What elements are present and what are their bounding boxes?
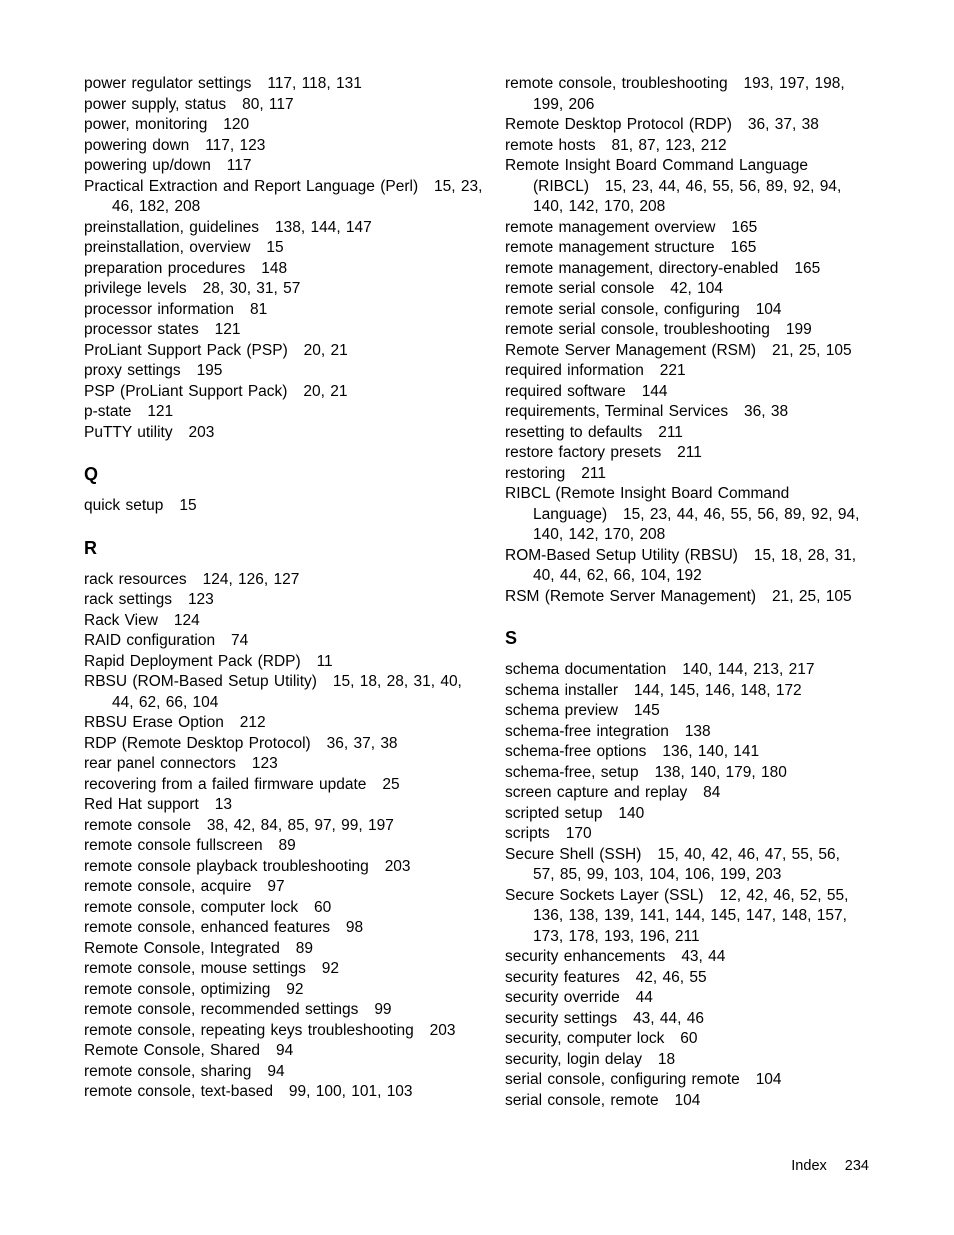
index-term: remote serial console — [505, 280, 655, 297]
section-letter-heading: R — [84, 537, 97, 558]
index-term: powering up/down — [84, 157, 211, 174]
index-term: restoring — [505, 464, 566, 482]
index-entry — [505, 886, 865, 948]
index-entry — [505, 423, 865, 444]
index-page-refs: 104 — [755, 300, 782, 318]
index-page-refs: 92 — [286, 980, 304, 998]
index-page-refs: 211 — [658, 423, 683, 441]
index-term: remote console, enhanced features — [84, 919, 330, 936]
index-term: rack settings — [84, 591, 173, 608]
index-page-refs: 42, 104 — [670, 280, 723, 297]
index-term: Red Hat support — [84, 796, 199, 813]
index-term: remote management structure — [505, 239, 715, 256]
index-entry — [505, 763, 865, 784]
index-entry — [84, 939, 484, 960]
index-page-refs: 15 — [266, 239, 284, 256]
index-entry — [84, 74, 484, 95]
index-page-refs: 136, 140, 141 — [662, 743, 760, 760]
index-entry — [84, 611, 484, 632]
index-entry — [84, 980, 484, 1001]
index-entry — [84, 590, 484, 611]
index-entry — [84, 631, 484, 652]
index-entry — [505, 804, 865, 825]
index-entry — [84, 300, 484, 321]
index-term: RBSU Erase Option — [84, 714, 224, 731]
index-page-refs: 203 — [384, 857, 411, 875]
index-entry — [84, 341, 484, 362]
index-page-refs: 99, 100, 101, 103 — [288, 1083, 413, 1100]
index-entry — [505, 722, 865, 743]
index-page-refs: 123 — [187, 591, 214, 608]
index-entry — [84, 816, 484, 837]
index-page-refs: 13 — [214, 796, 233, 813]
index-term: ProLiant Support Pack (PSP) — [84, 341, 288, 359]
index-term: RSM (Remote Server Management) — [505, 587, 757, 605]
index-entry — [84, 959, 484, 980]
index-page-refs: 211 — [677, 444, 702, 461]
index-entry — [505, 300, 865, 321]
index-page-refs: 42, 46, 55 — [635, 968, 707, 986]
index-page-refs: 15, 23, 44, 46, 55, 56, 89, 92, 94, 140, 142, 170, 208 — [533, 505, 860, 543]
index-term: Secure Sockets Layer (SSL) — [505, 886, 704, 904]
index-entry — [505, 1070, 865, 1091]
index-term: screen capture and replay — [505, 784, 688, 801]
index-page-refs: 193, 197, 198, 199, 206 — [533, 75, 845, 113]
index-page-refs: 121 — [214, 321, 241, 338]
index-term: remote console, recommended settings — [84, 1001, 359, 1018]
index-term: remote console, troubleshooting — [505, 75, 728, 92]
index-term: remote management overview — [505, 218, 716, 236]
index-entry — [84, 279, 484, 300]
index-page-refs: 15, 18, 28, 31, 40, 44, 62, 66, 104 — [112, 673, 462, 711]
index-term: PSP (ProLiant Support Pack) — [84, 382, 288, 400]
index-entry — [505, 660, 865, 681]
index-page-refs: 104 — [755, 1071, 782, 1088]
index-page-refs: 92 — [321, 960, 340, 977]
index-term: remote console, sharing — [84, 1062, 252, 1080]
index-entry — [505, 742, 865, 763]
index-page-refs: 15, 23, 44, 46, 55, 56, 89, 92, 94, 140, 142, 170, 208 — [533, 177, 842, 215]
index-term: preinstallation, overview — [84, 239, 251, 256]
index-entry — [84, 382, 484, 403]
index-term: Rapid Deployment Pack (RDP) — [84, 652, 301, 670]
index-entry — [84, 570, 484, 591]
index-page-refs: 144 — [641, 382, 668, 400]
index-term: resetting to defaults — [505, 423, 643, 441]
index-entry — [505, 783, 865, 804]
index-term: rack resources — [84, 570, 187, 588]
index-entry — [505, 845, 865, 886]
page-number: 234 — [844, 1158, 869, 1174]
index-term: schema-free, setup — [505, 763, 639, 781]
index-entry — [505, 701, 865, 722]
index-term: schema-free options — [505, 743, 647, 760]
index-term: preinstallation, guidelines — [84, 218, 260, 236]
index-entry — [505, 320, 865, 341]
index-page-refs: 124, 126, 127 — [202, 570, 300, 588]
index-entry — [84, 95, 484, 116]
index-entry — [505, 546, 865, 587]
index-term: remote serial console, troubleshooting — [505, 321, 770, 338]
index-entry — [84, 877, 484, 898]
index-page-refs: 140 — [618, 804, 645, 822]
index-term: Practical Extraction and Report Language (Perl) — [84, 177, 419, 195]
index-term: privilege levels — [84, 280, 187, 297]
index-page-refs: 36, 37, 38 — [326, 734, 398, 752]
index-page-refs: 94 — [275, 1042, 294, 1059]
index-page-refs: 81, 87, 123, 212 — [611, 136, 727, 154]
index-term: schema-free integration — [505, 722, 669, 740]
index-page-refs: 97 — [267, 878, 285, 895]
index-page-refs: 18 — [657, 1050, 676, 1068]
index-page-refs: 36, 38 — [744, 403, 789, 420]
index-entry — [84, 898, 484, 919]
index-entry — [505, 361, 865, 382]
index-entry — [84, 402, 484, 423]
index-page-refs: 138, 144, 147 — [274, 218, 372, 236]
index-column-left — [84, 74, 484, 1103]
index-term: serial console, configuring remote — [505, 1071, 740, 1088]
index-entry — [84, 177, 484, 218]
index-entry — [505, 947, 865, 968]
index-term: quick setup — [84, 497, 164, 514]
index-term: processor information — [84, 300, 235, 318]
index-entry — [84, 423, 484, 444]
index-page-refs: 165 — [731, 218, 758, 236]
index-page-refs: 117 — [226, 157, 252, 174]
index-entry — [84, 361, 484, 382]
index-entry — [84, 320, 484, 341]
index-term: scripted setup — [505, 804, 603, 822]
index-page-refs: 144, 145, 146, 148, 172 — [633, 681, 802, 699]
index-entry — [84, 754, 484, 775]
index-entry — [84, 857, 484, 878]
index-page-refs: 117, 118, 131 — [267, 75, 362, 92]
index-page-refs: 28, 30, 31, 57 — [202, 280, 301, 297]
index-entry — [84, 836, 484, 857]
index-term: Remote Insight Board Command Language (RIBCL) — [505, 157, 808, 195]
index-page-refs: 43, 44, 46 — [633, 1009, 705, 1027]
index-term: remote console, computer lock — [84, 898, 299, 916]
index-entry — [505, 259, 865, 280]
index-page-refs: 15, 18, 28, 31, 40, 44, 62, 66, 104, 192 — [533, 546, 857, 584]
index-term: security settings — [505, 1009, 618, 1027]
index-page-refs: 84 — [703, 784, 721, 801]
index-entry — [84, 1000, 484, 1021]
index-page-refs: 170 — [565, 825, 592, 842]
index-term: recovering from a failed firmware update — [84, 775, 367, 793]
index-entry — [84, 136, 484, 157]
index-term: Remote Server Management (RSM) — [505, 341, 757, 359]
index-term: Rack View — [84, 611, 158, 629]
index-page-refs: 89 — [278, 837, 296, 854]
index-term: Remote Desktop Protocol (RDP) — [505, 116, 732, 133]
index-page-refs: 11 — [316, 652, 333, 670]
index-page-refs: 21, 25, 105 — [772, 341, 852, 359]
index-term: schema preview — [505, 702, 618, 719]
index-term: Remote Console, Shared — [84, 1042, 261, 1059]
index-term: processor states — [84, 321, 199, 338]
index-term: security enhancements — [505, 948, 666, 965]
index-entry — [505, 1009, 865, 1030]
index-page-refs: 20, 21 — [303, 382, 348, 400]
index-term: remote console — [84, 816, 191, 834]
index-entry — [84, 775, 484, 796]
index-entry — [505, 218, 865, 239]
index-entry — [505, 238, 865, 259]
footer-label: Index — [791, 1158, 827, 1174]
index-term: required information — [505, 362, 644, 379]
index-entry — [84, 259, 484, 280]
index-page-refs: 44 — [635, 989, 653, 1006]
index-term: remote console fullscreen — [84, 837, 263, 854]
index-entry — [84, 734, 484, 755]
index-term: security, computer lock — [505, 1030, 665, 1047]
index-page-refs: 165 — [794, 259, 821, 277]
index-entry — [84, 496, 484, 517]
index-term: serial console, remote — [505, 1091, 659, 1109]
index-term: power, monitoring — [84, 116, 208, 133]
index-entry — [505, 464, 865, 485]
index-page-refs: 43, 44 — [681, 948, 726, 965]
index-entry — [505, 279, 865, 300]
index-entry — [505, 402, 865, 423]
index-page-refs: 25 — [382, 775, 400, 793]
index-page-refs: 60 — [680, 1030, 698, 1047]
index-page-refs: 212 — [239, 714, 266, 731]
index-entry — [505, 115, 865, 136]
index-term: power supply, status — [84, 95, 227, 113]
index-entry — [84, 672, 484, 713]
index-page-refs: 104 — [674, 1091, 701, 1109]
index-term: rear panel connectors — [84, 755, 236, 772]
index-entry — [505, 824, 865, 845]
page-footer — [791, 1158, 869, 1174]
index-term: remote serial console, configuring — [505, 300, 740, 318]
index-page-refs: 89 — [295, 939, 314, 957]
index-term: Secure Shell (SSH) — [505, 845, 642, 863]
index-term: scripts — [505, 825, 550, 842]
index-page-refs: 124 — [173, 611, 200, 629]
index-term: remote console playback troubleshooting — [84, 857, 369, 875]
index-page-refs: 195 — [196, 362, 223, 379]
index-entry — [505, 74, 865, 115]
index-entry — [84, 115, 484, 136]
index-term: security, login delay — [505, 1050, 642, 1068]
index-page-refs: 120 — [223, 116, 250, 133]
index-page-refs: 148 — [261, 259, 288, 277]
index-term: remote hosts — [505, 136, 596, 154]
index-term: required software — [505, 382, 626, 400]
index-page-refs: 38, 42, 84, 85, 97, 99, 197 — [206, 816, 394, 834]
index-term: ROM-Based Setup Utility (RBSU) — [505, 546, 738, 564]
index-entry — [84, 795, 484, 816]
index-page-refs: 81 — [249, 300, 268, 318]
index-entry — [505, 484, 865, 546]
index-page-refs: 15, 23, 46, 182, 208 — [112, 177, 483, 215]
index-entry — [505, 1029, 865, 1050]
index-page-refs: 140, 144, 213, 217 — [682, 661, 815, 678]
index-entry — [505, 136, 865, 157]
index-page-refs: 98 — [345, 919, 364, 936]
index-term: schema installer — [505, 681, 618, 699]
index-page-refs: 145 — [633, 702, 660, 719]
index-term: proxy settings — [84, 362, 181, 379]
index-term: remote management, directory-enabled — [505, 259, 779, 277]
index-term: Remote Console, Integrated — [84, 939, 280, 957]
index-term: security override — [505, 989, 620, 1006]
index-entry — [505, 988, 865, 1009]
index-term: RBSU (ROM-Based Setup Utility) — [84, 673, 317, 690]
index-page-refs: 165 — [730, 239, 757, 256]
index-page-refs: 199 — [785, 321, 812, 338]
index-page-refs: 60 — [314, 898, 332, 916]
index-term: schema documentation — [505, 661, 667, 678]
index-entry — [505, 968, 865, 989]
index-term: restore factory presets — [505, 444, 662, 461]
index-term: preparation procedures — [84, 259, 246, 277]
index-page-refs: 203 — [429, 1021, 456, 1039]
index-page-refs: 94 — [267, 1062, 285, 1080]
index-page-refs: 138, 140, 179, 180 — [654, 763, 787, 781]
index-page-refs: 138 — [684, 722, 711, 740]
section-letter-heading: Q — [84, 464, 99, 484]
index-page-refs: 121 — [147, 403, 174, 420]
index-page-refs: 123 — [251, 755, 278, 772]
index-entry — [505, 1091, 865, 1112]
index-term: powering down — [84, 136, 190, 154]
index-entry — [84, 156, 484, 177]
index-entry — [505, 681, 865, 702]
section-letter-heading: S — [505, 628, 518, 648]
index-page-refs: 80, 117 — [242, 95, 294, 113]
index-entry — [84, 1041, 484, 1062]
index-page-refs: 117, 123 — [205, 136, 266, 154]
index-entry — [505, 1050, 865, 1071]
index-entry — [84, 1021, 484, 1042]
index-page-refs: 99 — [374, 1001, 392, 1018]
index-entry — [84, 218, 484, 239]
index-term: requirements, Terminal Services — [505, 403, 729, 420]
index-entry — [505, 156, 865, 218]
index-page-refs: 15 — [179, 497, 197, 514]
index-term: p-state — [84, 403, 132, 420]
index-term: remote console, acquire — [84, 878, 252, 895]
index-entry — [84, 238, 484, 259]
index-page-refs: 20, 21 — [303, 341, 348, 359]
index-page-refs: 221 — [659, 362, 686, 379]
index-page-refs: 74 — [231, 632, 249, 649]
index-term: RIBCL (Remote Insight Board Command Language) — [505, 485, 790, 523]
index-term: PuTTY utility — [84, 423, 173, 441]
index-term: remote console, repeating keys troubleshooting — [84, 1021, 414, 1039]
index-term: power regulator settings — [84, 75, 252, 92]
index-entry — [84, 918, 484, 939]
index-page-refs: 15, 40, 42, 46, 47, 55, 56, 57, 85, 99, 103, 104, 106, 199, 203 — [533, 845, 840, 883]
index-term: RDP (Remote Desktop Protocol) — [84, 734, 311, 752]
index-page-refs: 203 — [188, 423, 215, 441]
index-entry — [84, 1062, 484, 1083]
index-page-refs: 36, 37, 38 — [747, 116, 819, 133]
index-page-refs: 211 — [581, 464, 606, 482]
index-entry — [505, 382, 865, 403]
index-entry — [84, 652, 484, 673]
index-entry — [84, 1082, 484, 1103]
index-column-right — [505, 74, 865, 1111]
index-term: remote console, optimizing — [84, 980, 271, 998]
index-entry — [505, 587, 865, 608]
index-term: remote console, text-based — [84, 1083, 273, 1100]
index-entry — [84, 713, 484, 734]
index-term: RAID configuration — [84, 632, 216, 649]
index-page-refs: 12, 42, 46, 52, 55, 136, 138, 139, 141, 144, 145, 147, 148, 157, 173, 178, 193, 196, 211 — [533, 886, 849, 945]
index-term: remote console, mouse settings — [84, 960, 306, 977]
index-entry — [505, 341, 865, 362]
index-entry — [505, 443, 865, 464]
index-term: security features — [505, 968, 620, 986]
index-page-refs: 21, 25, 105 — [772, 587, 852, 605]
